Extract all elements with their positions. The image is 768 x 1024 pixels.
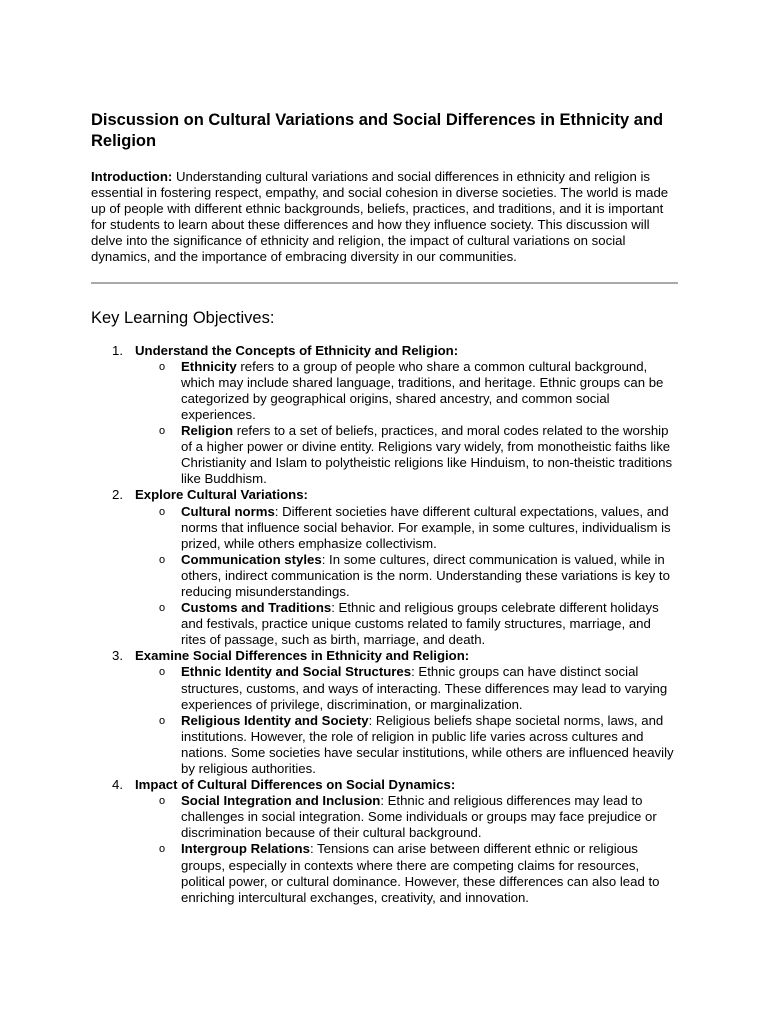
objective-points	[135, 359, 678, 488]
objective-item	[91, 343, 678, 488]
objective-points	[135, 664, 678, 777]
point-term: Ethnic Identity and Social Structures	[181, 664, 412, 680]
point-text: refers to a group of people who share a common cultural background, which may include shared language, traditions, and heritage. Ethnic groups can be categorized by geographical origins, shared ancestry, and common social experiences.	[181, 358, 664, 422]
objective-number: 1.	[112, 342, 123, 358]
circle-bullet-icon: o	[159, 714, 166, 727]
objective-title: Explore Cultural Variations:	[135, 487, 308, 503]
objective-title: Impact of Cultural Differences on Social Dynamics:	[135, 777, 456, 793]
circle-bullet-icon: o	[159, 666, 166, 679]
point-item	[135, 664, 678, 712]
point-term: Intergroup Relations	[181, 841, 310, 857]
point-text: : Different societies have different cultural expectations, values, and norms that influence social behavior. For example, in some cultures, individualism is prized, while others emphasize collectivism.	[181, 503, 671, 551]
objective-points	[135, 504, 678, 649]
objectives-list	[91, 343, 678, 906]
point-text: : Religious beliefs shape societal norms, laws, and institutions. However, the role of religion in public life varies across cultures and nations. Some societies have secular institutions, while others are influenced heavily by religious authorities.	[181, 712, 674, 776]
objective-item	[91, 648, 678, 777]
point-item	[135, 600, 678, 648]
point-item	[135, 423, 678, 487]
objective-number: 4.	[112, 777, 123, 793]
point-item	[135, 841, 678, 905]
objective-number: 3.	[112, 648, 123, 664]
point-text: : In some cultures, direct communication is valued, while in others, indirect communication is the norm. Understanding these variations is key to reducing misunderstandings.	[181, 551, 670, 599]
point-term: Cultural norms	[181, 503, 275, 519]
introduction-label: Introduction:	[91, 169, 173, 184]
document-title: Discussion on Cultural Variations and Social Differences in Ethnicity and Religion	[91, 111, 664, 150]
objective-points	[135, 793, 678, 906]
point-text: : Tensions can arise between different ethnic or religious groups, especially in contexts where there are competing claims for resources, political power, or cultural dominance. However, these differences can also lead to enriching intercultural exchanges, creativity, and innovation.	[181, 841, 660, 905]
circle-bullet-icon: o	[159, 553, 166, 566]
point-text: : Ethnic and religious differences may lead to challenges in social integration. Some individuals or groups may face prejudice or discrimination because of their cultural background.	[181, 793, 657, 841]
point-term: Religion	[181, 423, 234, 439]
point-text: : Ethnic and religious groups celebrate different holidays and festivals, practice unique customs related to family structures, marriage, and rites of passage, such as birth, marriage, and death.	[181, 600, 659, 648]
point-text: : Ethnic groups can have distinct social structures, customs, and ways of interacting. These differences may lead to varying experiences of privilege, discrimination, or marginalization.	[181, 664, 668, 712]
circle-bullet-icon: o	[159, 602, 166, 615]
introduction-text: Understanding cultural variations and social differences in ethnicity and religion is essential in fostering respect, empathy, and social cohesion in diverse societies. The world is made up of people with different ethnic backgrounds, beliefs, practices, and traditions, and it is important for students to learn about these differences and how they influence society. This discussion will delve into the significance of ethnicity and religion, the impact of cultural variations on social dynamics, and the importance of embracing diversity in our communities.	[91, 169, 669, 265]
horizontal-rule	[91, 282, 678, 284]
point-term: Ethnicity	[181, 358, 237, 374]
point-term: Customs and Traditions	[181, 600, 332, 616]
objective-item	[91, 487, 678, 648]
point-term: Communication styles	[181, 551, 322, 567]
point-item	[135, 359, 678, 423]
section-heading: Key Learning Objectives:	[91, 308, 275, 327]
objective-number: 2.	[112, 487, 123, 503]
circle-bullet-icon: o	[159, 843, 166, 856]
point-term: Religious Identity and Society	[181, 712, 369, 728]
objective-item	[91, 777, 678, 906]
point-text: refers to a set of beliefs, practices, and moral codes related to the worship of a higher power or divine entity. Religions vary widely, from monotheistic faiths like Christianity and Islam to polytheistic religions like Hinduism, to non-theistic traditions like Buddhism.	[181, 423, 673, 487]
point-item	[135, 713, 678, 777]
objective-title: Examine Social Differences in Ethnicity and Religion:	[135, 648, 470, 664]
point-item	[135, 793, 678, 841]
circle-bullet-icon: o	[159, 360, 166, 373]
circle-bullet-icon: o	[159, 795, 166, 808]
circle-bullet-icon: o	[159, 505, 166, 518]
objective-title: Understand the Concepts of Ethnicity and Religion:	[135, 342, 459, 358]
point-item	[135, 552, 678, 600]
point-item	[135, 504, 678, 552]
introduction-paragraph	[91, 169, 678, 266]
circle-bullet-icon: o	[159, 425, 166, 438]
point-term: Social Integration and Inclusion	[181, 793, 381, 809]
